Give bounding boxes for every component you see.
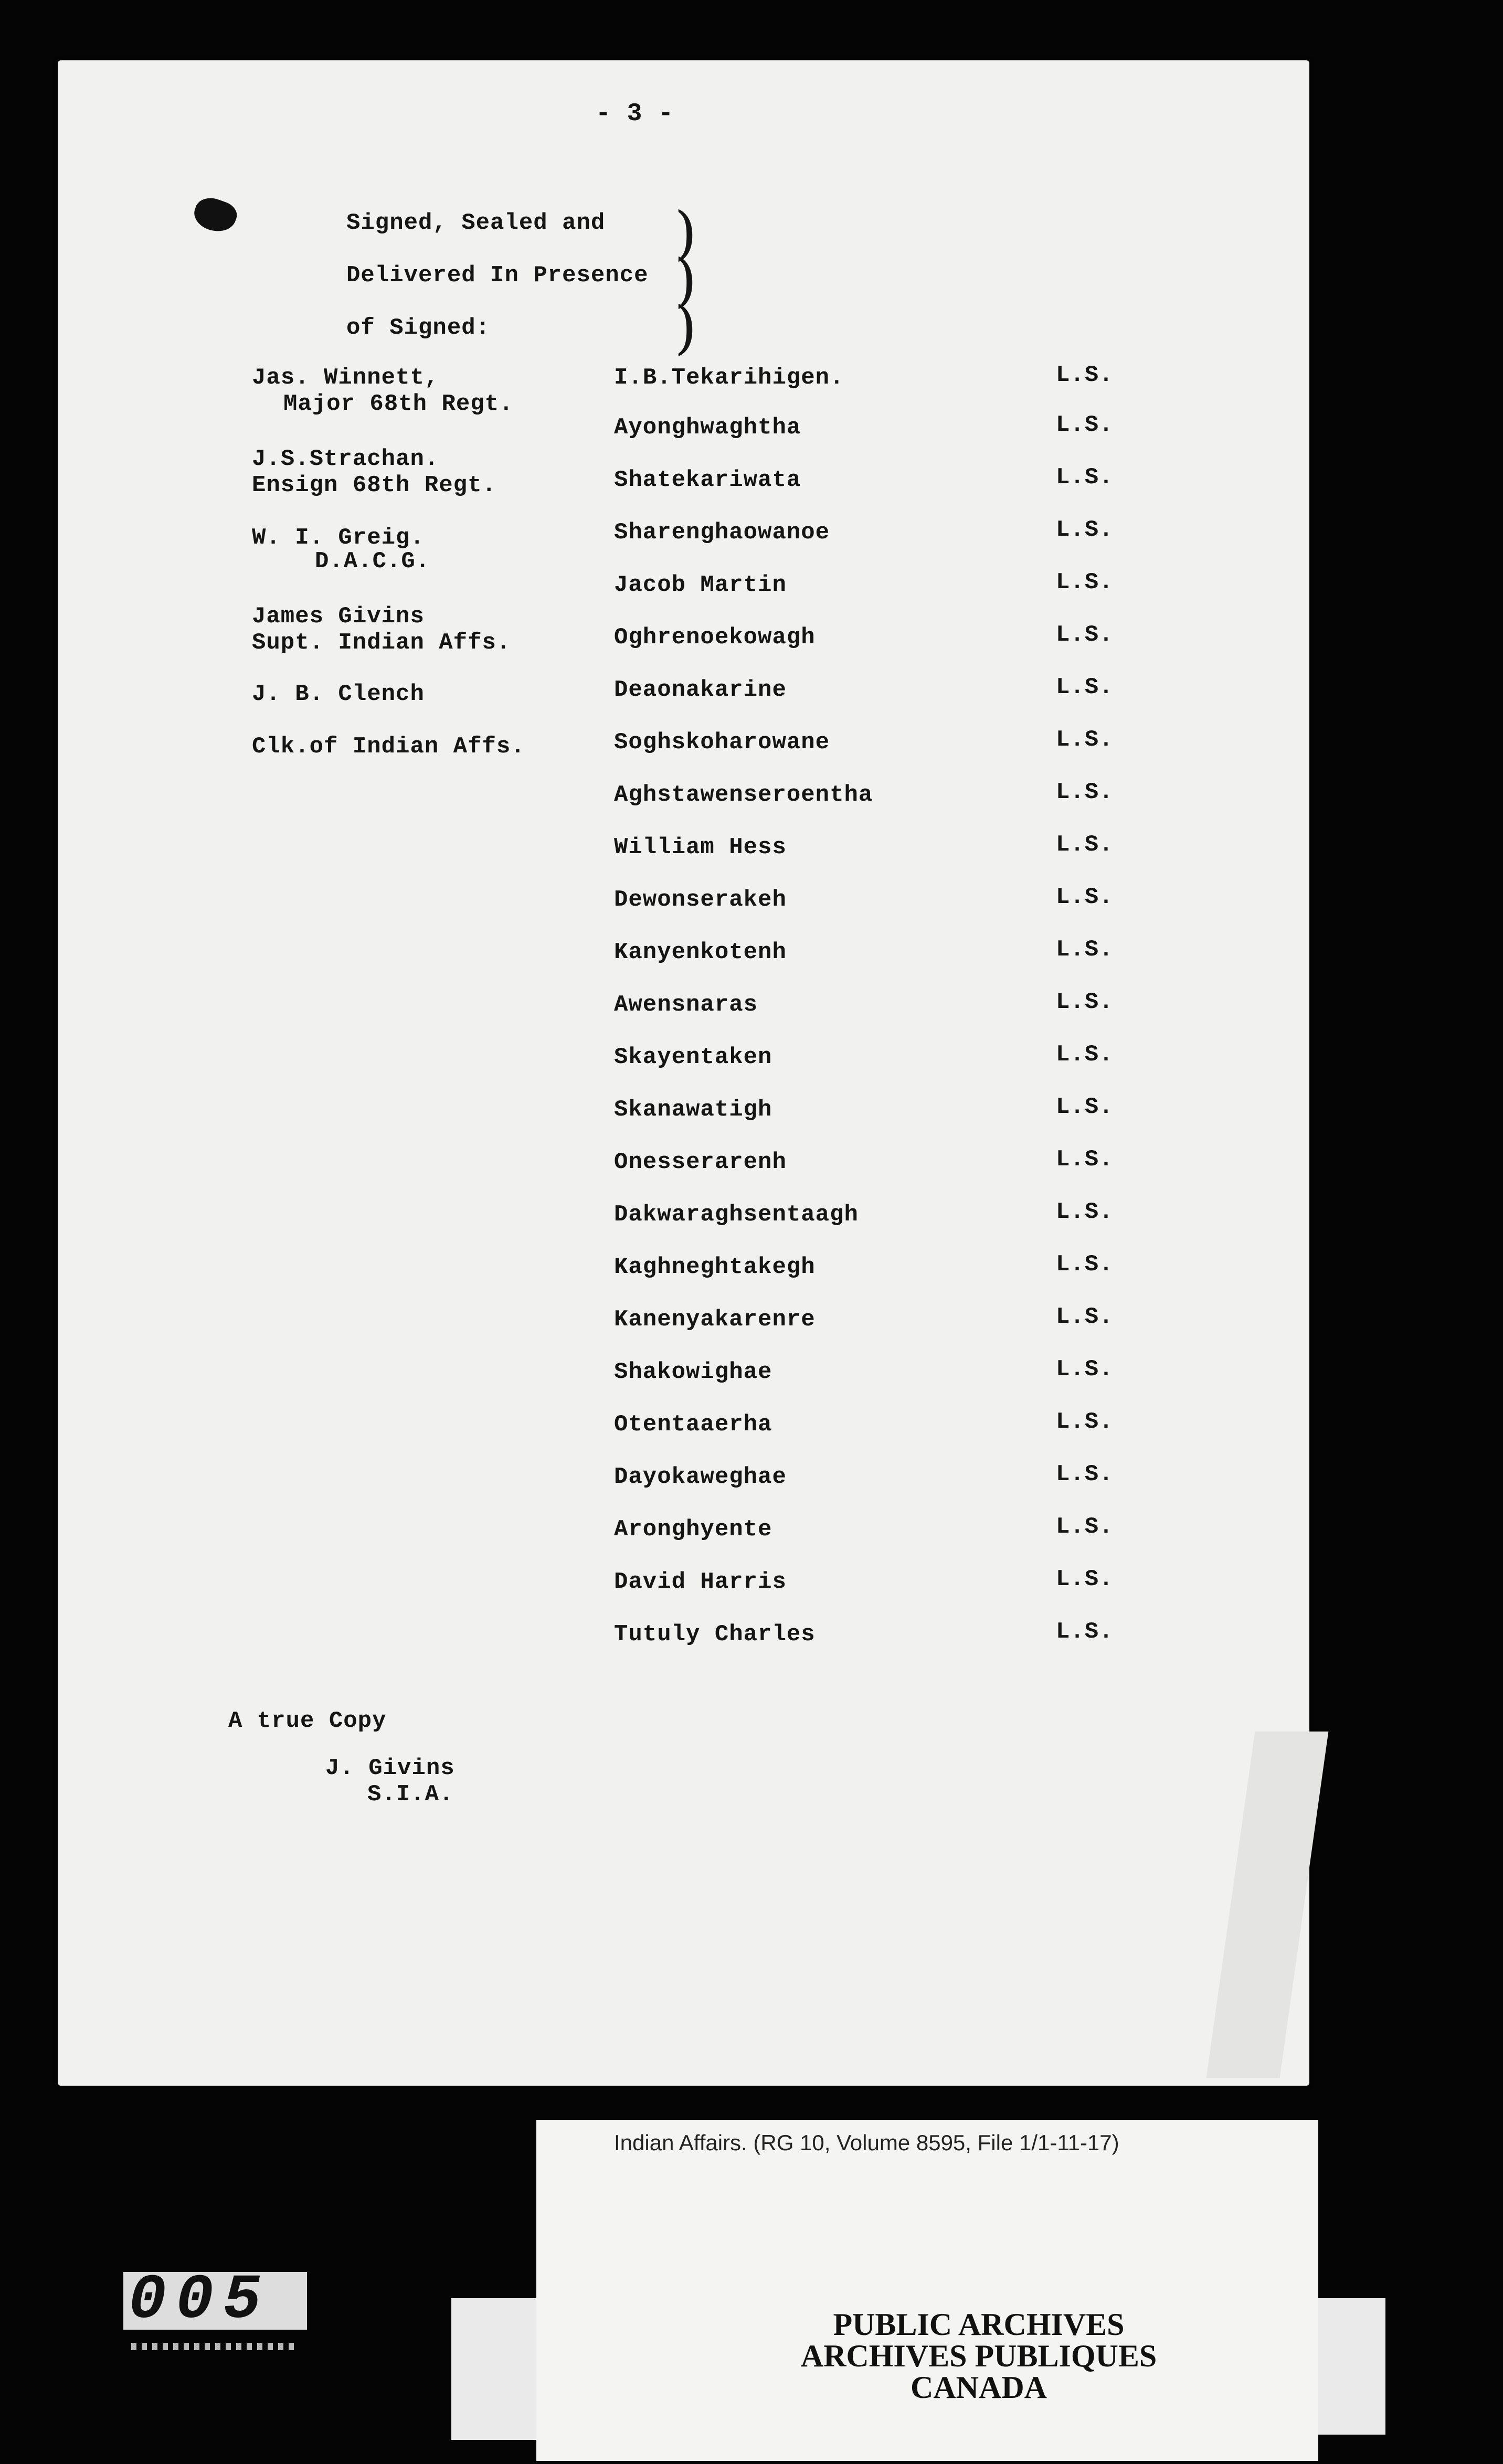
witness-name: James Givins <box>252 603 425 630</box>
signatory-name: Soghskoharowane <box>614 729 830 756</box>
seal-mark: L.S. <box>1056 1356 1114 1383</box>
signatory-name: Sharenghaowanoe <box>614 519 830 546</box>
archive-reference: Indian Affairs. (RG 10, Volume 8595, File 1/1-11-17) <box>614 2130 1119 2155</box>
signatory-name: Oghrenoekowagh <box>614 624 816 651</box>
witness-title: Supt. Indian Affs. <box>252 630 511 656</box>
witness-name: J.S.Strachan. <box>252 446 439 472</box>
signatory-name: Dewonserakeh <box>614 887 787 913</box>
brace-mark: ) <box>674 247 697 314</box>
seal-mark: L.S. <box>1056 412 1114 438</box>
seal-mark: L.S. <box>1056 674 1114 700</box>
signatory-name: Aghstawenseroentha <box>614 782 873 808</box>
witness-title: Clk.of Indian Affs. <box>252 734 525 760</box>
signatory-name: Dayokaweghae <box>614 1464 787 1490</box>
signatory-name: Tutuly Charles <box>614 1621 816 1648</box>
witness-name: Jas. Winnett, <box>252 365 439 391</box>
signatory-name: Deaonakarine <box>614 677 787 703</box>
seal-mark: L.S. <box>1056 362 1114 388</box>
seal-mark: L.S. <box>1056 1042 1114 1068</box>
seal-mark: L.S. <box>1056 622 1114 648</box>
seal-mark: L.S. <box>1056 1146 1114 1173</box>
signatory-name: Skanawatigh <box>614 1097 772 1123</box>
page-number: - 3 - <box>596 100 674 128</box>
signatory-name: I.B.Tekarihigen. <box>614 365 844 391</box>
seal-mark: L.S. <box>1056 779 1114 805</box>
header-line-1: Signed, Sealed and <box>346 210 606 236</box>
signatory-name: Jacob Martin <box>614 572 787 598</box>
seal-mark: L.S. <box>1056 569 1114 596</box>
seal-mark: L.S. <box>1056 937 1114 963</box>
signatory-name: David Harris <box>614 1569 787 1595</box>
signatory-name: Kanyenkotenh <box>614 939 787 965</box>
brace-mark: ) <box>674 199 697 267</box>
true-copy-label: A true Copy <box>228 1708 387 1734</box>
header-line-2: Delivered In Presence <box>346 262 649 289</box>
seal-mark: L.S. <box>1056 1409 1114 1435</box>
seal-mark: L.S. <box>1056 1619 1114 1645</box>
seal-mark: L.S. <box>1056 1566 1114 1592</box>
seal-mark: L.S. <box>1056 1199 1114 1225</box>
archive-stamp-line-1: PUBLIC ARCHIVES <box>833 2307 1125 2342</box>
seal-mark: L.S. <box>1056 832 1114 858</box>
archive-label-card <box>536 2120 1318 2461</box>
copy-signer: J. Givins <box>325 1755 455 1781</box>
document-page <box>58 60 1309 2086</box>
signatory-name: Dakwaraghsentaagh <box>614 1202 859 1228</box>
archive-stamp-line-3: CANADA <box>911 2370 1047 2405</box>
archive-stamp-line-2: ARCHIVES PUBLIQUES <box>800 2339 1157 2373</box>
witness-name: J. B. Clench <box>252 681 425 707</box>
signatory-name: Otentaaerha <box>614 1411 772 1438</box>
signatory-name: William Hess <box>614 834 787 861</box>
seal-mark: L.S. <box>1056 1094 1114 1120</box>
signatory-name: Onesserarenh <box>614 1149 787 1175</box>
header-line-3: of Signed: <box>346 315 491 341</box>
copy-signer-title: S.I.A. <box>367 1781 454 1808</box>
seal-mark: L.S. <box>1056 464 1114 491</box>
signatory-name: Kanenyakarenre <box>614 1307 816 1333</box>
seal-mark: L.S. <box>1056 1461 1114 1488</box>
witness-title: Major 68th Regt. <box>283 391 514 417</box>
signatory-name: Awensnaras <box>614 992 758 1018</box>
witness-name: W. I. Greig. <box>252 525 425 551</box>
signatory-name: Kaghneghtakegh <box>614 1254 816 1280</box>
signatory-name: Skayentaken <box>614 1044 772 1070</box>
signatory-name: Aronghyente <box>614 1516 772 1543</box>
label-tab-right <box>1312 2298 1385 2435</box>
seal-mark: L.S. <box>1056 1251 1114 1278</box>
seal-mark: L.S. <box>1056 884 1114 910</box>
seal-mark: L.S. <box>1056 1514 1114 1540</box>
seal-mark: L.S. <box>1056 1304 1114 1330</box>
brace-mark: ) <box>674 294 697 361</box>
witness-title: Ensign 68th Regt. <box>252 472 496 498</box>
witness-title: D.A.C.G. <box>315 548 430 575</box>
signatory-name: Ayonghwaghtha <box>614 415 801 441</box>
signatory-name: Shakowighae <box>614 1359 772 1385</box>
counter-tick-marks <box>131 2343 299 2350</box>
signatory-name: Shatekariwata <box>614 467 801 493</box>
seal-mark: L.S. <box>1056 727 1114 753</box>
seal-mark: L.S. <box>1056 517 1114 543</box>
seal-mark: L.S. <box>1056 989 1114 1015</box>
frame-counter: 005 <box>123 2272 307 2330</box>
